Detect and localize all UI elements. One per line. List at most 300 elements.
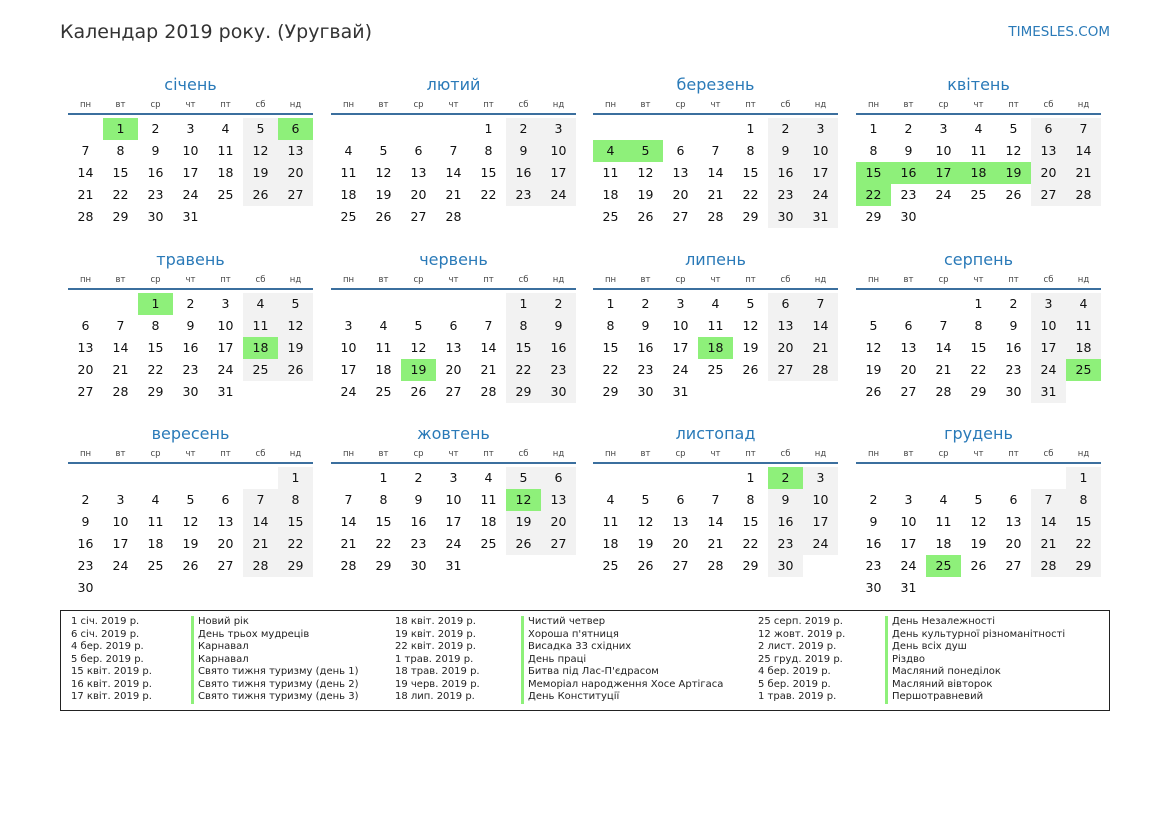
weekday-label: ср <box>150 275 161 285</box>
weekday-label: вт <box>115 100 126 110</box>
day-cell: 26 <box>410 384 427 399</box>
day-cell: 20 <box>768 337 803 359</box>
legend-holiday-name: Масляний понеділок <box>885 666 1065 679</box>
empty-cell <box>996 467 1031 489</box>
weekday-label: сб <box>780 449 791 459</box>
day-cell: 7 <box>449 143 458 158</box>
day-cell: 19 <box>970 536 987 551</box>
day-grid <box>856 467 1101 599</box>
day-cell: 28 <box>445 209 462 224</box>
day-cell: 7 <box>81 143 90 158</box>
month-name: квітень <box>947 75 1010 94</box>
day-cell: 8 <box>1066 489 1101 511</box>
day-cell: 20 <box>278 162 313 184</box>
day-cell: 21 <box>340 536 357 551</box>
day-cell: 5 <box>278 293 313 315</box>
day-cell: 22 <box>506 359 541 381</box>
holiday-day-cell: 5 <box>628 140 663 162</box>
weekday-header <box>331 273 576 290</box>
day-cell: 11 <box>217 143 234 158</box>
day-cell: 11 <box>970 143 987 158</box>
day-cell: 23 <box>865 558 882 573</box>
day-cell: 26 <box>865 384 882 399</box>
day-cell: 13 <box>445 340 462 355</box>
legend-dates-col1 <box>71 616 152 704</box>
day-cell: 14 <box>480 340 497 355</box>
weekday-label: ср <box>413 100 424 110</box>
day-cell: 22 <box>480 187 497 202</box>
day-cell: 27 <box>445 384 462 399</box>
empty-cell <box>138 467 173 489</box>
day-cell: 10 <box>672 318 689 333</box>
day-cell: 10 <box>541 140 576 162</box>
day-cell: 15 <box>375 514 392 529</box>
day-cell: 3 <box>904 492 913 507</box>
empty-cell <box>961 467 996 489</box>
day-cell: 2 <box>151 121 160 136</box>
day-cell: 30 <box>900 209 917 224</box>
empty-cell <box>663 467 698 489</box>
day-cell: 7 <box>344 492 353 507</box>
day-cell: 6 <box>676 143 685 158</box>
weekday-label: пн <box>79 100 92 110</box>
day-cell: 16 <box>768 162 803 184</box>
day-cell: 31 <box>672 384 689 399</box>
legend-holiday-name: Висадка 33 східних <box>521 641 723 654</box>
day-cell: 3 <box>1031 293 1066 315</box>
day-cell: 29 <box>1066 555 1101 577</box>
month-1 <box>68 74 313 228</box>
day-cell: 19 <box>278 337 313 359</box>
legend-date: 17 квіт. 2019 р. <box>71 691 152 702</box>
empty-cell <box>436 118 471 140</box>
day-cell: 8 <box>116 143 125 158</box>
day-cell: 13 <box>278 140 313 162</box>
day-cell: 6 <box>904 318 913 333</box>
legend-names-col2 <box>521 616 723 704</box>
empty-cell <box>926 467 961 489</box>
month-10 <box>331 423 576 577</box>
day-cell: 15 <box>278 511 313 533</box>
weekday-label: вт <box>903 449 914 459</box>
legend-holiday-name: Карнавал <box>191 654 358 667</box>
weekday-label: пн <box>604 449 617 459</box>
day-cell: 2 <box>641 296 650 311</box>
day-cell: 15 <box>480 165 497 180</box>
day-cell: 23 <box>182 362 199 377</box>
day-cell: 3 <box>803 467 838 489</box>
day-grid <box>593 118 838 228</box>
day-cell: 31 <box>900 580 917 595</box>
legend-names-col3 <box>885 616 1065 704</box>
legend-holiday-name: Різдво <box>885 654 1065 667</box>
legend-holiday-name: День трьох мудреців <box>191 629 358 642</box>
day-cell: 9 <box>541 315 576 337</box>
day-cell: 12 <box>410 340 427 355</box>
day-cell: 1 <box>746 121 755 136</box>
weekday-label: сб <box>255 449 266 459</box>
day-cell: 10 <box>803 489 838 511</box>
empty-cell <box>926 293 961 315</box>
day-cell: 8 <box>746 143 755 158</box>
day-cell: 10 <box>340 340 357 355</box>
day-cell: 7 <box>939 318 948 333</box>
day-cell: 8 <box>278 489 313 511</box>
weekday-label: нд <box>552 275 565 285</box>
weekday-label: вт <box>378 100 389 110</box>
day-cell: 21 <box>935 362 952 377</box>
empty-cell <box>366 293 401 315</box>
day-cell: 6 <box>1009 492 1018 507</box>
day-grid <box>68 293 313 403</box>
day-cell: 17 <box>803 162 838 184</box>
weekday-label: чт <box>973 100 984 110</box>
day-cell: 27 <box>672 558 689 573</box>
day-cell: 27 <box>900 384 917 399</box>
legend-date: 18 квіт. 2019 р. <box>395 616 476 627</box>
day-cell: 14 <box>1066 140 1101 162</box>
weekday-label: пн <box>604 100 617 110</box>
day-cell: 5 <box>379 143 388 158</box>
legend-date: 18 лип. 2019 р. <box>395 691 475 702</box>
legend-date: 2 лист. 2019 р. <box>758 641 837 652</box>
month-2 <box>331 74 576 228</box>
legend-holiday-name: Битва під Лас-П'єдрасом <box>521 666 723 679</box>
empty-cell <box>401 293 436 315</box>
day-cell: 27 <box>1031 184 1066 206</box>
weekday-label: ср <box>413 275 424 285</box>
day-cell: 4 <box>151 492 160 507</box>
legend-names-col1 <box>191 616 358 704</box>
weekday-header <box>593 273 838 290</box>
weekday-header <box>856 98 1101 115</box>
day-cell: 18 <box>375 362 392 377</box>
day-cell: 29 <box>506 381 541 403</box>
day-cell: 14 <box>77 165 94 180</box>
weekday-label: вт <box>640 275 651 285</box>
month-name: жовтень <box>417 424 490 443</box>
empty-cell <box>243 467 278 489</box>
day-grid <box>856 118 1101 228</box>
holiday-day-cell: 2 <box>768 467 803 489</box>
day-cell: 14 <box>1031 511 1066 533</box>
day-cell: 23 <box>637 362 654 377</box>
weekday-label: чт <box>710 100 721 110</box>
day-cell: 31 <box>803 206 838 228</box>
day-cell: 20 <box>672 536 689 551</box>
day-cell: 30 <box>865 580 882 595</box>
day-grid <box>856 293 1101 403</box>
day-cell: 12 <box>865 340 882 355</box>
weekday-label: нд <box>289 100 302 110</box>
day-cell: 4 <box>344 143 353 158</box>
day-grid <box>593 467 838 577</box>
month-8 <box>856 249 1101 403</box>
day-cell: 23 <box>410 536 427 551</box>
day-cell: 23 <box>77 558 94 573</box>
day-cell: 25 <box>480 536 497 551</box>
day-cell: 24 <box>672 362 689 377</box>
legend-date: 16 квіт. 2019 р. <box>71 678 152 690</box>
day-cell: 7 <box>803 293 838 315</box>
day-cell: 7 <box>116 318 125 333</box>
month-3 <box>593 74 838 228</box>
weekday-label: ср <box>938 100 949 110</box>
day-cell: 15 <box>602 340 619 355</box>
legend-holiday-name: День культурної різноманітності <box>885 629 1065 642</box>
day-cell: 5 <box>746 296 755 311</box>
day-cell: 19 <box>742 340 759 355</box>
holiday-day-cell: 16 <box>891 162 926 184</box>
day-cell: 22 <box>970 362 987 377</box>
day-cell: 4 <box>974 121 983 136</box>
weekday-label: ср <box>413 449 424 459</box>
weekday-label: пт <box>745 449 756 459</box>
empty-cell <box>628 118 663 140</box>
weekday-label: ср <box>675 449 686 459</box>
day-cell: 29 <box>112 209 129 224</box>
legend-holiday-name: Масляний вівторок <box>885 679 1065 692</box>
day-cell: 25 <box>602 558 619 573</box>
day-cell: 15 <box>970 340 987 355</box>
day-cell: 13 <box>1005 514 1022 529</box>
day-cell: 11 <box>147 514 164 529</box>
day-cell: 28 <box>707 558 724 573</box>
day-cell: 28 <box>707 209 724 224</box>
day-cell: 10 <box>935 143 952 158</box>
weekday-label: пт <box>483 449 494 459</box>
legend-holiday-name: День Конституції <box>521 691 723 704</box>
legend-date: 5 бер. 2019 р. <box>71 653 144 665</box>
day-cell: 18 <box>147 536 164 551</box>
day-cell: 5 <box>243 118 278 140</box>
day-cell: 13 <box>900 340 917 355</box>
day-cell: 23 <box>768 533 803 555</box>
day-cell: 28 <box>340 558 357 573</box>
day-cell: 13 <box>768 315 803 337</box>
month-7 <box>593 249 838 403</box>
month-5 <box>68 249 313 403</box>
day-grid <box>331 467 576 577</box>
legend-holiday-name: День праці <box>521 654 723 667</box>
weekday-label: нд <box>289 449 302 459</box>
day-cell: 28 <box>243 555 278 577</box>
day-cell: 4 <box>1066 293 1101 315</box>
day-cell: 27 <box>672 209 689 224</box>
day-cell: 2 <box>1009 296 1018 311</box>
day-cell: 24 <box>182 187 199 202</box>
day-cell: 7 <box>711 143 720 158</box>
month-9 <box>68 423 313 599</box>
day-cell: 28 <box>112 384 129 399</box>
day-cell: 17 <box>900 536 917 551</box>
day-cell: 25 <box>707 362 724 377</box>
day-cell: 26 <box>182 558 199 573</box>
weekday-label: чт <box>973 275 984 285</box>
empty-cell <box>103 467 138 489</box>
day-cell: 2 <box>904 121 913 136</box>
day-cell: 3 <box>221 296 230 311</box>
day-cell: 7 <box>1066 118 1101 140</box>
day-cell: 16 <box>147 165 164 180</box>
day-cell: 24 <box>803 533 838 555</box>
day-cell: 2 <box>414 470 423 485</box>
day-cell: 14 <box>243 511 278 533</box>
weekday-label: чт <box>448 449 459 459</box>
day-cell: 6 <box>1031 118 1066 140</box>
day-cell: 15 <box>506 337 541 359</box>
day-cell: 14 <box>445 165 462 180</box>
holiday-day-cell: 15 <box>856 162 891 184</box>
day-cell: 30 <box>768 555 803 577</box>
month-name: березень <box>676 75 755 94</box>
holiday-day-cell: 18 <box>698 337 733 359</box>
day-cell: 18 <box>602 187 619 202</box>
day-cell: 1 <box>506 293 541 315</box>
holiday-day-cell: 19 <box>401 359 436 381</box>
day-cell: 26 <box>278 359 313 381</box>
day-cell: 6 <box>676 492 685 507</box>
day-cell: 1 <box>606 296 615 311</box>
day-cell: 5 <box>1009 121 1018 136</box>
weekday-label: чт <box>185 449 196 459</box>
day-cell: 9 <box>904 143 913 158</box>
day-cell: 9 <box>506 140 541 162</box>
day-grid <box>68 118 313 228</box>
legend-date: 22 квіт. 2019 р. <box>395 641 476 652</box>
empty-cell <box>698 118 733 140</box>
weekday-header <box>331 98 576 115</box>
holiday-day-cell: 25 <box>1066 359 1101 381</box>
day-cell: 10 <box>1031 315 1066 337</box>
day-cell: 22 <box>112 187 129 202</box>
weekday-label: вт <box>903 100 914 110</box>
empty-cell <box>593 467 628 489</box>
day-cell: 6 <box>449 318 458 333</box>
legend-date: 4 бер. 2019 р. <box>758 666 831 677</box>
day-cell: 26 <box>243 184 278 206</box>
day-cell: 3 <box>449 470 458 485</box>
day-cell: 9 <box>869 514 878 529</box>
empty-cell <box>331 118 366 140</box>
day-cell: 11 <box>340 165 357 180</box>
weekday-label: ср <box>150 449 161 459</box>
weekday-label: сб <box>518 275 529 285</box>
weekday-label: ср <box>675 275 686 285</box>
day-cell: 24 <box>541 184 576 206</box>
weekday-label: вт <box>378 275 389 285</box>
weekday-label: вт <box>115 449 126 459</box>
empty-cell <box>1031 467 1066 489</box>
day-cell: 24 <box>900 558 917 573</box>
day-cell: 18 <box>217 165 234 180</box>
day-cell: 19 <box>243 162 278 184</box>
day-cell: 13 <box>541 489 576 511</box>
legend-holiday-name: Чистий четвер <box>521 616 723 629</box>
legend-date: 5 бер. 2019 р. <box>758 678 831 690</box>
legend-holiday-name: Свято тижня туризму (день 2) <box>191 679 358 692</box>
day-cell: 13 <box>77 340 94 355</box>
weekday-header <box>856 273 1101 290</box>
day-cell: 6 <box>541 467 576 489</box>
weekday-label: пн <box>79 275 92 285</box>
legend-dates-col2 <box>395 616 480 704</box>
day-cell: 11 <box>935 514 952 529</box>
empty-cell <box>593 118 628 140</box>
weekday-header <box>856 447 1101 464</box>
holiday-day-cell: 25 <box>926 555 961 577</box>
empty-cell <box>628 467 663 489</box>
weekday-label: нд <box>552 449 565 459</box>
day-cell: 10 <box>112 514 129 529</box>
legend-date: 1 трав. 2019 р. <box>758 691 837 702</box>
day-cell: 11 <box>480 492 497 507</box>
day-cell: 21 <box>1066 162 1101 184</box>
day-cell: 12 <box>278 315 313 337</box>
day-cell: 14 <box>112 340 129 355</box>
weekday-label: ср <box>938 449 949 459</box>
day-cell: 5 <box>506 467 541 489</box>
weekday-label: вт <box>640 449 651 459</box>
weekday-label: чт <box>185 100 196 110</box>
brand-link[interactable]: TIMESLES.COM <box>1008 24 1110 40</box>
day-cell: 25 <box>375 384 392 399</box>
day-cell: 8 <box>746 492 755 507</box>
weekday-header <box>593 447 838 464</box>
day-cell: 22 <box>278 533 313 555</box>
day-cell: 11 <box>243 315 278 337</box>
day-cell: 28 <box>1066 184 1101 206</box>
day-cell: 17 <box>541 162 576 184</box>
weekday-label: пт <box>1008 449 1019 459</box>
day-cell: 31 <box>445 558 462 573</box>
day-cell: 6 <box>81 318 90 333</box>
day-cell: 11 <box>375 340 392 355</box>
day-cell: 9 <box>768 140 803 162</box>
empty-cell <box>331 293 366 315</box>
legend-dates-col3 <box>758 616 845 704</box>
weekday-label: нд <box>552 100 565 110</box>
day-cell: 7 <box>711 492 720 507</box>
day-cell: 12 <box>742 318 759 333</box>
weekday-label: нд <box>814 449 827 459</box>
day-cell: 19 <box>375 187 392 202</box>
day-cell: 16 <box>77 536 94 551</box>
day-cell: 1 <box>869 121 878 136</box>
day-cell: 27 <box>1005 558 1022 573</box>
weekday-label: чт <box>448 100 459 110</box>
weekday-header <box>331 447 576 464</box>
day-cell: 7 <box>1031 489 1066 511</box>
day-cell: 27 <box>77 384 94 399</box>
day-cell: 18 <box>935 536 952 551</box>
weekday-header <box>68 273 313 290</box>
day-cell: 11 <box>602 514 619 529</box>
legend-date: 19 квіт. 2019 р. <box>395 628 476 640</box>
weekday-label: пн <box>867 100 880 110</box>
day-cell: 17 <box>445 514 462 529</box>
legend-holiday-name: Свято тижня туризму (день 3) <box>191 691 358 704</box>
day-cell: 31 <box>1031 381 1066 403</box>
day-cell: 21 <box>445 187 462 202</box>
weekday-header <box>68 98 313 115</box>
day-cell: 26 <box>970 558 987 573</box>
day-cell: 9 <box>414 492 423 507</box>
weekday-label: ср <box>675 100 686 110</box>
day-cell: 3 <box>186 121 195 136</box>
day-cell: 19 <box>637 536 654 551</box>
weekday-label: сб <box>780 100 791 110</box>
